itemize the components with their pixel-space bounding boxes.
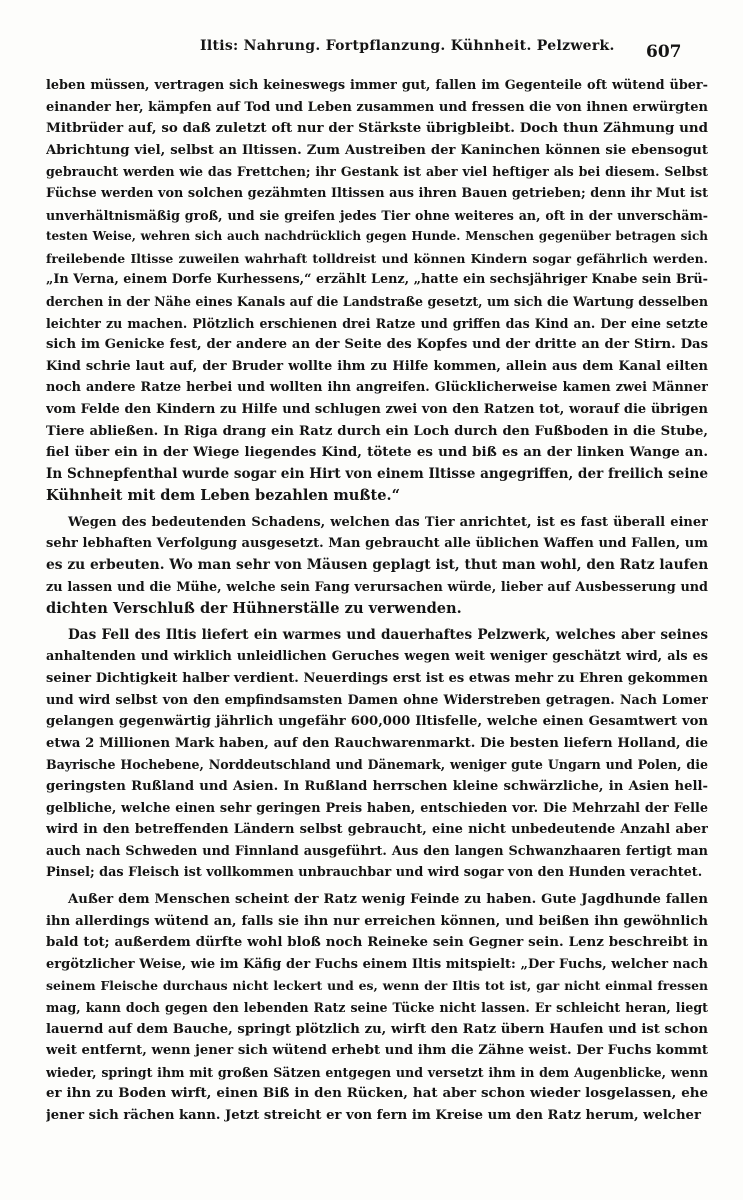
text-line: anhaltenden und wirklich unleidlichen Geruches wegen weit weniger geschätzt wird, als es bbox=[46, 649, 708, 665]
text-line: er ihn zu Boden wirft, einen Biß in den Rücken, hat aber schon wieder losgelassen, ehe bbox=[46, 1085, 708, 1102]
text-line: Pinsel; das Fleisch ist vollkommen unbrauchbar und wird sogar von den Hunden verachtet. bbox=[46, 865, 703, 881]
text-line: lauernd auf dem Bauche, springt plötzlich zu, wirft den Ratz übern Haufen und ist schon bbox=[46, 1021, 708, 1037]
paragraph bbox=[46, 512, 708, 620]
text-line: Das Fell des Iltis liefert ein warmes und dauerhaftes Pelzwerk, welches aber seines bbox=[68, 626, 708, 643]
page-number: 607 bbox=[646, 42, 682, 62]
text-line: gelbliche, welche einen sehr geringen Preis haben, entschieden vor. Die Mehrzahl der Felle bbox=[46, 800, 708, 816]
text-line: In Schnepfenthal wurde sogar ein Hirt von einem Iltisse angegriffen, der freilich seine bbox=[46, 465, 708, 482]
running-head bbox=[0, 38, 743, 62]
text-line: leben müssen, vertragen sich keineswegs immer gut, fallen im Gegenteile oft wütend über- bbox=[46, 78, 708, 93]
text-line: geringsten Rußland und Asien. In Rußland herrschen kleine schwärzliche, in Asien hell- bbox=[46, 779, 708, 794]
text-line: fiel über ein in der Wiege liegendes Kind, tötete es und biß es an der linken Wange an. bbox=[46, 444, 708, 461]
text-line: leichter zu machen. Plötzlich erschienen drei Ratze und griffen das Kind an. Der eine setzte bbox=[46, 315, 708, 331]
text-line: Füchse werden von solchen gezähmten Iltissen aus ihren Bauen getrieben; denn ihr Mut ist bbox=[46, 185, 708, 201]
text-line: Wegen des bedeutenden Schadens, welchen das Tier anrichtet, ist es fast überall einer bbox=[68, 514, 708, 530]
text-line: Bayrische Hochebene, Norddeutschland und Dänemark, weniger gute Ungarn und Polen, die bbox=[46, 757, 708, 773]
text-line: sich im Genicke fest, der andere an der Seite des Kopfes und der dritte an der Stirn. Das bbox=[46, 337, 708, 353]
paragraph bbox=[46, 75, 708, 507]
text-line: ergötzlicher Weise, wie im Käfig der Fuchs einem Iltis mitspielt: „Der Fuchs, welcher nach bbox=[46, 956, 708, 972]
text-line: bald tot; außerdem dürfte wohl bloß noch Reineke sein Gegner sein. Lenz beschreibt in bbox=[46, 934, 708, 951]
paragraph bbox=[46, 889, 708, 1127]
paragraph bbox=[46, 625, 708, 884]
text-line: wieder, springt ihm mit großen Sätzen entgegen und versetzt ihm in dem Augenblicke, wenn bbox=[46, 1064, 708, 1080]
text-line: noch andere Ratze herbei und wollten ihn angreifen. Glücklicherweise kamen zwei Männer bbox=[46, 380, 708, 396]
text-line: Abrichtung viel, selbst an Iltissen. Zum Austreiben der Kaninchen können sie ebensogut bbox=[46, 142, 708, 158]
text-line: wird in den betreffenden Ländern selbst gebraucht, eine nicht unbedeutende Anzahl aber bbox=[46, 822, 708, 838]
text-line: derchen in der Nähe eines Kanals auf die Landstraße gesetzt, um sich die Wartung desselben bbox=[46, 293, 708, 309]
text-line: Mitbrüder auf, so daß zuletzt oft nur der Stärkste übrigbleibt. Doch thun Zähmung und bbox=[46, 120, 708, 137]
text-line: einander her, kämpfen auf Tod und Leben zusammen und fressen die von ihnen erwürgten bbox=[46, 99, 708, 115]
body-text bbox=[46, 75, 708, 1135]
text-line: es zu erbeuten. Wo man sehr von Mäusen geplagt ist, thut man wohl, den Ratz laufen bbox=[46, 557, 708, 574]
text-line: unverhältnismäßig groß, und sie greifen jedes Tier ohne weiteres an, oft in der unverschäm- bbox=[46, 207, 708, 223]
text-line: Kind schrie laut auf, der Bruder wollte ihm zu Hilfe kommen, allein aus dem Kanal eilten bbox=[46, 358, 708, 374]
text-line: seinem Fleische durchaus nicht leckert und es, wenn der Iltis tot ist, gar nicht einmal fressen bbox=[46, 978, 708, 994]
text-line: testen Weise, wehren sich auch nachdrücklich gegen Hunde. Menschen gegenüber betragen sich bbox=[46, 229, 708, 244]
text-line: weit entfernt, wenn jener sich wütend erhebt und ihm die Zähne weist. Der Fuchs kommt bbox=[46, 1043, 708, 1059]
text-line: und wird selbst von den empfindsamsten Damen ohne Widerstreben getragen. Nach Lomer bbox=[46, 692, 708, 708]
text-line: gelangen gegenwärtig jährlich ungefähr 600,000 Iltisfelle, welche einen Gesamtwert von bbox=[46, 714, 708, 730]
text-line: etwa 2 Millionen Mark haben, auf den Rauchwarenmarkt. Die besten liefern Holland, die bbox=[46, 735, 708, 751]
text-line: vom Felde den Kindern zu Hilfe und schlugen zwei von den Ratzen tot, worauf die übrigen bbox=[46, 401, 708, 417]
text-line: freilebende Iltisse zuweilen wahrhaft tolldreist und können Kindern sogar gefährlich werden. bbox=[46, 250, 708, 266]
text-line: „In Verna, einem Dorfe Kurhessens,“ erzählt Lenz, „hatte ein sechsjähriger Knabe sein Brü- bbox=[46, 272, 708, 288]
text-line: zu lassen und die Mühe, welche sein Fang verursachen würde, lieber auf Ausbesserung und bbox=[46, 579, 708, 595]
text-line: mag, kann doch gegen den lebenden Ratz seine Tücke nicht lassen. Er schleicht heran, liegt bbox=[46, 999, 708, 1015]
text-line: jener sich rächen kann. Jetzt streicht er von fern im Kreise um den Ratz herum, welcher bbox=[46, 1107, 701, 1123]
text-line: Außer dem Menschen scheint der Ratz wenig Feinde zu haben. Gute Jagdhunde fallen bbox=[68, 891, 708, 907]
text-line: gebraucht werden wie das Frettchen; ihr Gestank ist aber viel heftiger als bei diesem. Selbst bbox=[46, 164, 708, 180]
text-line: Tiere abließen. In Riga drang ein Ratz durch ein Loch durch den Fußboden in die Stube, bbox=[46, 423, 708, 439]
text-line: auch nach Schweden und Finnland ausgeführt. Aus den langen Schwanzhaaren fertigt man bbox=[46, 843, 708, 859]
text-line: sehr lebhaften Verfolgung ausgesetzt. Man gebraucht alle üblichen Waffen und Fallen, um bbox=[46, 536, 708, 552]
text-line: seiner Dichtigkeit halber verdient. Neuerdings erst ist es etwas mehr zu Ehren gekommen bbox=[46, 671, 708, 687]
text-line: Kühnheit mit dem Leben bezahlen mußte.“ bbox=[46, 487, 401, 505]
running-title: Iltis: Nahrung. Fortpflanzung. Kühnheit. Pelzwerk. bbox=[200, 38, 615, 54]
text-line: ihn allerdings wütend an, falls sie ihn nur erreichen können, und beißen ihn gewöhnlich bbox=[46, 913, 708, 929]
text-line: dichten Verschluß der Hühnerställe zu verwenden. bbox=[46, 600, 462, 618]
